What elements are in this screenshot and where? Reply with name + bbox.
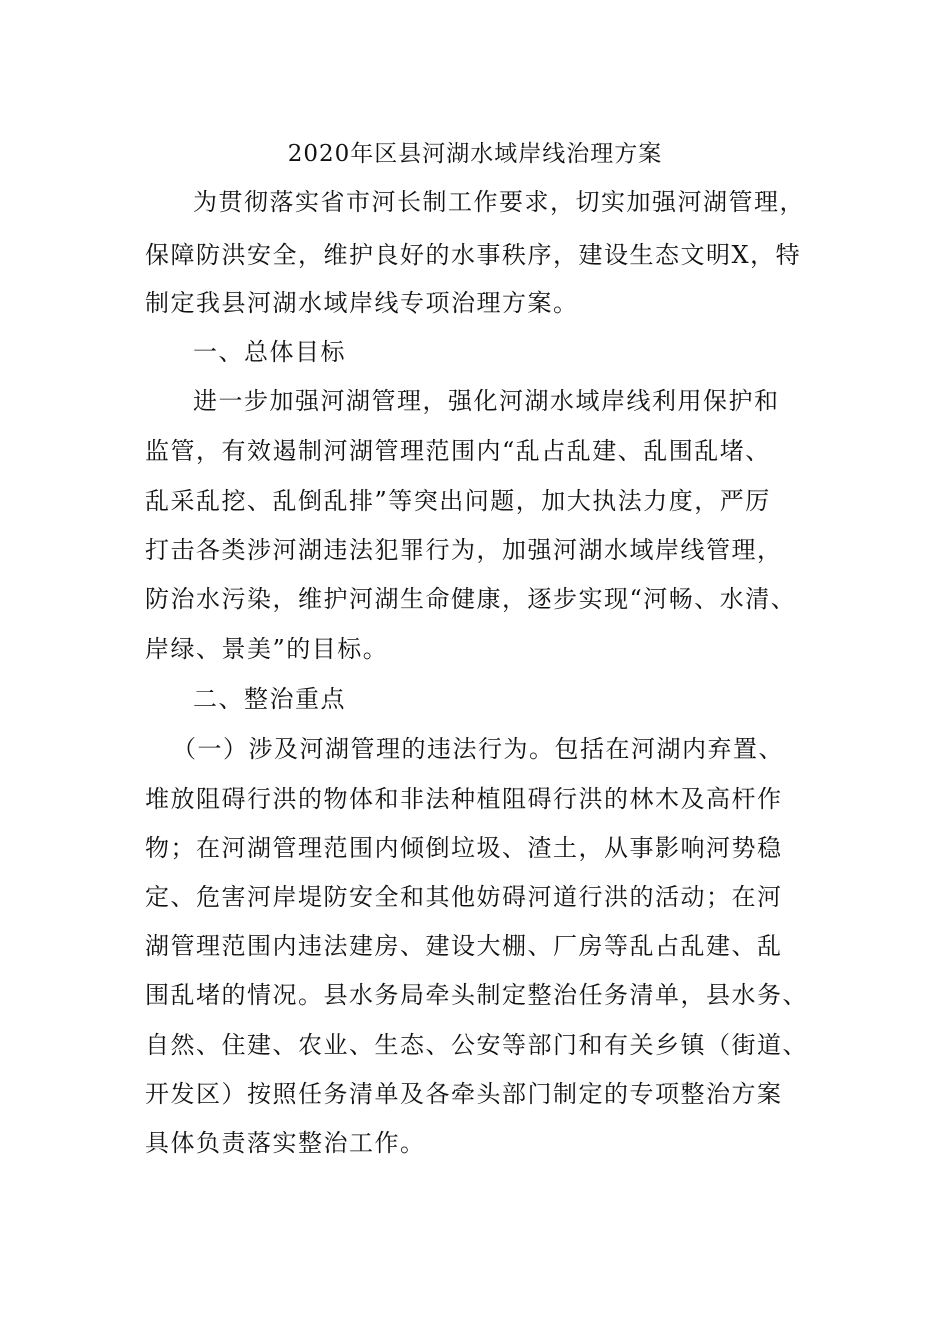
paragraph-line: 保障防洪安全，维护良好的水事秩序，建设生态文明X，特 <box>145 241 802 269</box>
paragraph-line: 防治水污染，维护河湖生命健康，逐步实现“河畅、水清、 <box>145 585 797 613</box>
paragraph-line: 制定我县河湖水域岸线专项治理方案。 <box>145 289 579 317</box>
section-heading: 二、整治重点 <box>193 685 346 713</box>
paragraph-line: 开发区）按照任务清单及各牵头部门制定的专项整治方案 <box>145 1080 783 1108</box>
paragraph-line: （一）涉及河湖管理的违法行为。包括在河湖内弃置、 <box>172 735 784 763</box>
paragraph-line: 进一步加强河湖管理，强化河湖水域岸线利用保护和 <box>193 387 780 415</box>
paragraph-line: 为贯彻落实省市河长制工作要求，切实加强河湖管理， <box>193 188 805 216</box>
paragraph-line: 定、危害河岸堤防安全和其他妨碍河道行洪的活动；在河 <box>145 883 783 911</box>
paragraph-line: 岸绿、景美”的目标。 <box>145 635 389 663</box>
paragraph-line: 乱采乱挖、乱倒乱排”等突出问题，加大执法力度，严厉 <box>145 487 771 515</box>
section-heading: 一、总体目标 <box>193 338 346 366</box>
paragraph-line: 物；在河湖管理范围内倾倒垃圾、渣土，从事影响河势稳 <box>145 834 783 862</box>
paragraph-line: 湖管理范围内违法建房、建设大棚、厂房等乱占乱建、乱 <box>145 932 783 960</box>
paragraph-line: 堆放阻碍行洪的物体和非法种植阻碍行洪的林木及高杆作 <box>145 785 783 813</box>
paragraph-line: 自然、住建、农业、生态、公安等部门和有关乡镇（街道、 <box>145 1031 808 1059</box>
paragraph-line: 打击各类涉河湖违法犯罪行为，加强河湖水域岸线管理， <box>145 536 783 564</box>
paragraph-line: 围乱堵的情况。县水务局牵头制定整治任务清单，县水务、 <box>145 981 808 1009</box>
paragraph-line: 监管，有效遏制河湖管理范围内“乱占乱建、乱围乱堵、 <box>145 437 771 465</box>
document-title: 2020年区县河湖水域岸线治理方案 <box>287 141 663 167</box>
paragraph-line: 具体负责落实整治工作。 <box>145 1129 426 1157</box>
